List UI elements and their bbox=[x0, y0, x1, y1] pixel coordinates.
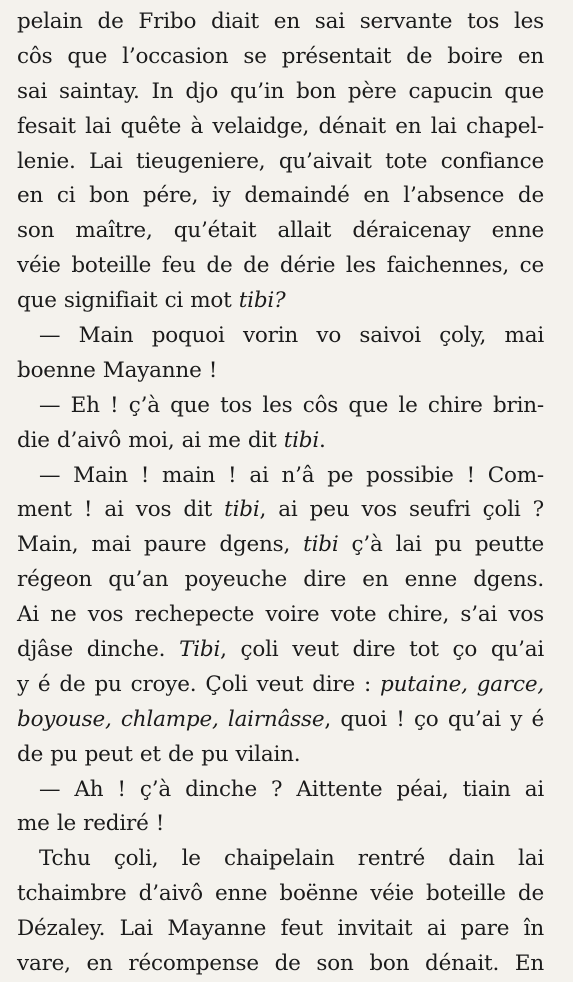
paragraph-first-line bbox=[17, 389, 544, 424]
italic-text: putaine, garce, bbox=[380, 671, 544, 697]
text-line bbox=[17, 145, 544, 180]
text-segment: en ci bon pére, iy demaindé en l’absence de bbox=[17, 183, 544, 209]
text-segment: pelain de Fribo diait en sai servante tos les bbox=[17, 9, 544, 34]
text-segment: — Ah ! ç’à dinche ? Aittente péai, tiain ai bbox=[39, 776, 544, 802]
book-page-text bbox=[17, 5, 544, 982]
text-line bbox=[17, 528, 544, 563]
text-segment: Main, mai paure dgens, bbox=[17, 532, 304, 558]
text-segment: , çoli veut dire tot ço qu’ai bbox=[220, 637, 544, 663]
text-segment: Dézaley. Lai Mayanne feut invitait ai pare în bbox=[17, 916, 544, 942]
text-line bbox=[17, 179, 544, 214]
text-segment: boenne Mayanne ! bbox=[17, 357, 218, 383]
italic-text: tibi bbox=[303, 532, 339, 558]
text-segment: me le rediré ! bbox=[17, 811, 165, 837]
text-line bbox=[17, 738, 544, 773]
text-segment: Ai ne vos rechepecte voire vote chire, s’ai vos bbox=[17, 602, 544, 628]
text-segment: , quoi ! ço qu’ai y é bbox=[324, 706, 544, 732]
text-line bbox=[17, 947, 544, 982]
text-segment: — Main ! main ! ai n’â pe possibie ! Com- bbox=[39, 462, 544, 488]
paragraph-first-line bbox=[17, 459, 544, 494]
text-line bbox=[17, 563, 544, 598]
text-segment: , ai peu vos seufri çoli ? bbox=[259, 497, 545, 523]
text-segment: ment ! ai vos dit bbox=[17, 497, 225, 523]
text-segment: lenie. Lai tieugeniere, qu’aivait tote confiance bbox=[17, 148, 544, 174]
paragraph-first-line bbox=[17, 319, 544, 354]
text-segment: son maître, qu’était allait déraicenay enne bbox=[17, 218, 544, 244]
italic-text: tibi? bbox=[238, 288, 286, 314]
text-line bbox=[17, 75, 544, 110]
text-line bbox=[17, 807, 544, 842]
italic-text: Tibi bbox=[179, 637, 221, 663]
text-segment: die d’aivô moi, ai me dit bbox=[17, 427, 284, 453]
text-line bbox=[17, 633, 544, 668]
text-segment: — Main poquoi vorin vo saivoi çoly, mai bbox=[39, 323, 544, 349]
text-line bbox=[17, 912, 544, 947]
text-line bbox=[17, 5, 544, 40]
text-line bbox=[17, 877, 544, 912]
text-segment: Tchu çoli, le chaipelain rentré dain lai bbox=[39, 846, 544, 872]
text-segment: djâse dinche. bbox=[17, 637, 180, 663]
text-line bbox=[17, 703, 544, 738]
text-segment: de pu peut et de pu vilain. bbox=[17, 741, 301, 767]
text-segment: tchaimbre d’aivô enne boënne véie boteille de bbox=[17, 881, 544, 907]
italic-text: tibi bbox=[283, 427, 320, 453]
text-segment: . bbox=[319, 427, 326, 453]
text-line bbox=[17, 668, 544, 703]
text-segment: vare, en récompense de son bon dénait. En bbox=[17, 951, 544, 977]
text-line bbox=[17, 284, 544, 319]
italic-text: tibi bbox=[224, 497, 260, 523]
text-segment: que signifiait ci mot bbox=[17, 288, 239, 314]
text-segment: sai saintay. In djo qu’in bon père capucin que bbox=[17, 78, 544, 104]
text-segment: véie boteille feu de de dérie les faichennes, ce bbox=[17, 253, 544, 279]
text-line bbox=[17, 598, 544, 633]
paragraph-first-line bbox=[17, 842, 544, 877]
text-line bbox=[17, 40, 544, 75]
text-line bbox=[17, 493, 544, 528]
text-line bbox=[17, 110, 544, 145]
text-segment: ç’à lai pu peutte bbox=[338, 532, 545, 558]
text-line bbox=[17, 214, 544, 249]
text-line bbox=[17, 354, 544, 389]
text-segment: y é de pu croye. Çoli veut dire : bbox=[17, 671, 381, 697]
text-segment: régeon qu’an poyeuche dire en enne dgens. bbox=[17, 567, 544, 593]
text-line bbox=[17, 424, 544, 459]
text-line bbox=[17, 249, 544, 284]
text-segment: — Eh ! ç’à que tos les côs que le chire brin- bbox=[39, 392, 544, 418]
text-segment: fesait lai quête à velaidge, dénait en lai chapel- bbox=[17, 113, 544, 139]
text-segment: côs que l’occasion se présentait de boire en bbox=[17, 43, 544, 69]
italic-text: boyouse, chlampe, lairnâsse bbox=[17, 706, 325, 732]
paragraph-first-line bbox=[17, 773, 544, 808]
